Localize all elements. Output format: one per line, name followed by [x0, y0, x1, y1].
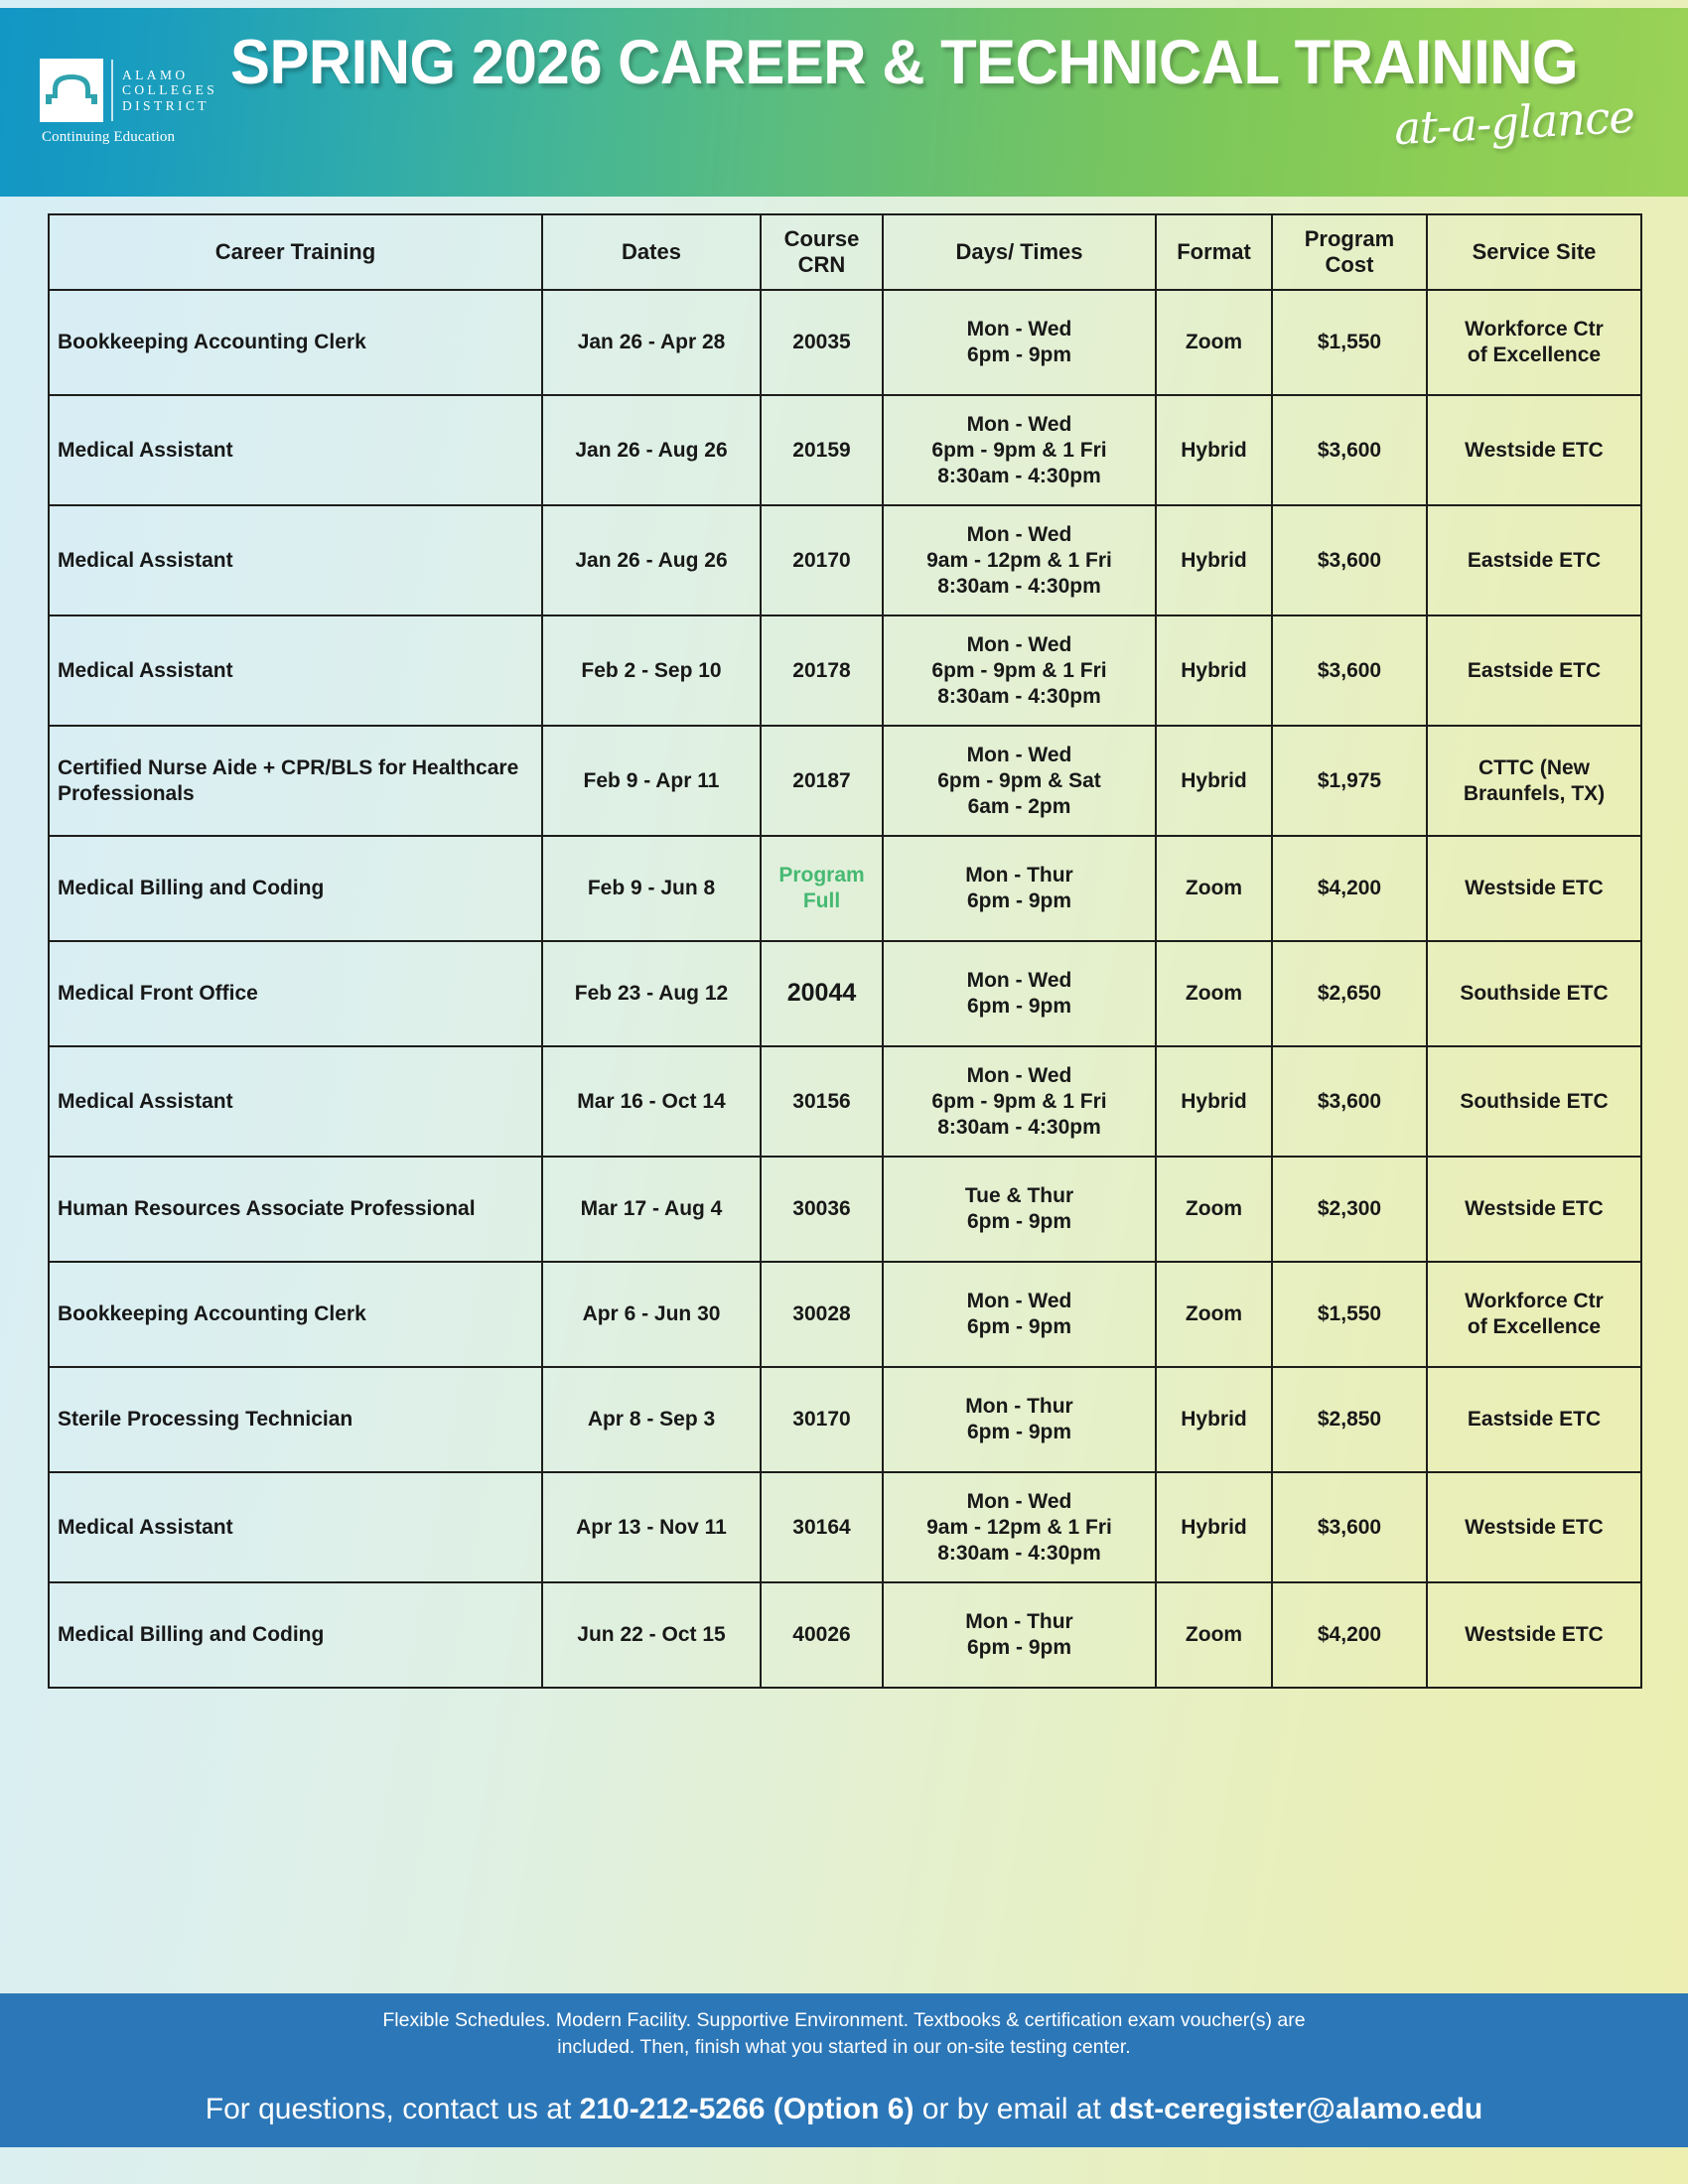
days-times-line: Mon - Thur [965, 1610, 1073, 1633]
page-title: SPRING 2026 CAREER & TECHNICAL TRAINING [230, 28, 1579, 97]
cell-days-times [883, 1046, 1156, 1157]
days-times-line: 9am - 12pm & 1 Fri [926, 1515, 1112, 1539]
cell-program-cost: $4,200 [1272, 1582, 1427, 1688]
cell-days-times [883, 615, 1156, 726]
program-full-line: Program [778, 864, 865, 887]
column-header-service-site: Service Site [1427, 214, 1641, 290]
days-times-line: 9am - 12pm & 1 Fri [926, 548, 1112, 572]
days-times-line: 6pm - 9pm & 1 Fri [931, 438, 1107, 462]
cell-program-cost: $1,550 [1272, 1262, 1427, 1367]
cell-course-crn [761, 505, 883, 615]
days-times-line: 6pm - 9pm [966, 1636, 1072, 1659]
logo-word-district: DISTRICT [122, 97, 210, 113]
crn-value: 30170 [792, 1408, 851, 1431]
logo-divider [111, 60, 113, 121]
crn-value: 20170 [792, 548, 851, 572]
days-times-line: Mon - Wed [966, 1489, 1072, 1513]
table-row [49, 1046, 1641, 1157]
cell-service-site [1427, 1472, 1641, 1582]
cell-program-cost: $3,600 [1272, 1472, 1427, 1582]
cell-format: Zoom [1156, 1157, 1272, 1262]
cell-career-training: Medical Billing and Coding [49, 836, 542, 941]
cell-service-site [1427, 941, 1641, 1046]
days-times-line: Mon - Wed [966, 743, 1072, 766]
cell-format: Hybrid [1156, 395, 1272, 505]
table-row [49, 1262, 1641, 1367]
page-subtitle-script: at-a-glance [1392, 89, 1636, 156]
cell-dates: Feb 9 - Apr 11 [542, 726, 761, 836]
program-cost-line1: Program [1304, 226, 1395, 251]
service-site-line: Westside ETC [1465, 1197, 1604, 1220]
cell-program-cost: $4,200 [1272, 836, 1427, 941]
crn-value: 20187 [792, 768, 851, 792]
cell-service-site [1427, 1367, 1641, 1472]
days-times-line: Mon - Wed [966, 1063, 1072, 1087]
table-row [49, 395, 1641, 505]
cell-career-training: Medical Front Office [49, 941, 542, 1046]
cell-course-crn [761, 1046, 883, 1157]
footer-contact-prefix: For questions, contact us at [205, 2093, 580, 2125]
cell-service-site [1427, 836, 1641, 941]
crn-value: 30036 [792, 1197, 851, 1220]
crn-value: 30164 [792, 1515, 851, 1539]
cell-service-site [1427, 1157, 1641, 1262]
cell-dates: Apr 13 - Nov 11 [542, 1472, 761, 1582]
service-site-line: Workforce Ctr [1465, 1290, 1604, 1312]
cell-program-cost: $3,600 [1272, 615, 1427, 726]
cell-service-site [1427, 615, 1641, 726]
table-row [49, 505, 1641, 615]
cell-career-training: Medical Assistant [49, 615, 542, 726]
cell-course-crn [761, 1262, 883, 1367]
cell-service-site [1427, 290, 1641, 395]
service-site-line: Eastside ETC [1467, 658, 1602, 682]
days-times-line: 6pm - 9pm [966, 889, 1072, 912]
days-times-line: 6pm - 9pm [966, 1210, 1072, 1233]
cell-format: Zoom [1156, 836, 1272, 941]
table-row [49, 1582, 1641, 1688]
days-times-line: Mon - Thur [965, 1395, 1073, 1418]
cell-days-times [883, 726, 1156, 836]
cell-course-crn [761, 1157, 883, 1262]
footer-bar [0, 1993, 1688, 2147]
footer-note [0, 2007, 1688, 2061]
service-site-line: CTTC (New [1478, 755, 1590, 779]
cell-program-cost: $1,550 [1272, 290, 1427, 395]
footer-email[interactable]: dst-ceregister@alamo.edu [1109, 2093, 1483, 2125]
cell-dates: Feb 9 - Jun 8 [542, 836, 761, 941]
service-site-line: Southside ETC [1460, 1089, 1609, 1113]
cell-dates: Jan 26 - Aug 26 [542, 505, 761, 615]
cell-career-training: Bookkeeping Accounting Clerk [49, 1262, 542, 1367]
cell-dates: Feb 2 - Sep 10 [542, 615, 761, 726]
days-times-line: 6pm - 9pm [966, 995, 1072, 1018]
footer-note-line2: included. Then, finish what you started in our on-site testing center. [557, 2036, 1131, 2058]
days-times-line: 6pm - 9pm & 1 Fri [931, 1089, 1107, 1113]
table-row [49, 941, 1641, 1046]
cell-dates: Jan 26 - Apr 28 [542, 290, 761, 395]
crn-value: 20035 [792, 331, 851, 353]
days-times-line: 6pm - 9pm [966, 1315, 1072, 1338]
cell-days-times [883, 941, 1156, 1046]
cell-program-cost: $3,600 [1272, 1046, 1427, 1157]
table-header [49, 214, 1641, 290]
program-full-line: Full [802, 889, 841, 912]
days-times-line: Mon - Wed [966, 318, 1072, 341]
cell-course-crn [761, 1582, 883, 1688]
cell-service-site [1427, 395, 1641, 505]
cell-dates: Jan 26 - Aug 26 [542, 395, 761, 505]
cell-career-training: Medical Assistant [49, 505, 542, 615]
cell-program-cost: $3,600 [1272, 505, 1427, 615]
column-header-format: Format [1156, 214, 1272, 290]
service-site-line: of Excellence [1467, 343, 1602, 366]
footer-note-line1: Flexible Schedules. Modern Facility. Supportive Environment. Textbooks & certification exam voucher(s) are [382, 2009, 1306, 2031]
cell-dates: Mar 17 - Aug 4 [542, 1157, 761, 1262]
column-header-dates: Dates [542, 214, 761, 290]
cell-days-times [883, 290, 1156, 395]
cell-dates: Mar 16 - Oct 14 [542, 1046, 761, 1157]
cell-course-crn [761, 290, 883, 395]
days-times-line: 8:30am - 4:30pm [937, 1541, 1101, 1565]
program-cost-line2: Cost [1325, 252, 1374, 277]
cell-service-site [1427, 1046, 1641, 1157]
table-header-row [49, 214, 1641, 290]
cell-days-times [883, 1262, 1156, 1367]
footer-contact-middle: or by email at [914, 2093, 1110, 2125]
cell-career-training: Human Resources Associate Professional [49, 1157, 542, 1262]
cell-course-crn [761, 1367, 883, 1472]
course-crn-line2: CRN [797, 252, 846, 277]
days-times-line: 8:30am - 4:30pm [937, 574, 1101, 598]
cell-days-times [883, 1472, 1156, 1582]
table-row [49, 836, 1641, 941]
cell-days-times [883, 836, 1156, 941]
crn-value: 20044 [786, 979, 857, 1007]
table-body [49, 290, 1641, 1688]
column-header-program-cost [1272, 214, 1427, 290]
cell-dates: Apr 8 - Sep 3 [542, 1367, 761, 1472]
cell-format: Zoom [1156, 1262, 1272, 1367]
service-site-line: Workforce Ctr [1465, 318, 1604, 341]
crn-value: 30028 [792, 1302, 851, 1325]
district-logo [0, 59, 228, 146]
cell-course-crn [761, 1472, 883, 1582]
cell-course-crn [761, 941, 883, 1046]
days-times-line: 8:30am - 4:30pm [937, 684, 1101, 708]
days-times-line: 6am - 2pm [967, 794, 1071, 818]
table-row [49, 1367, 1641, 1472]
table-row [49, 615, 1641, 726]
cell-service-site [1427, 505, 1641, 615]
service-site-line: Eastside ETC [1467, 548, 1602, 572]
days-times-line: 6pm - 9pm [966, 1421, 1072, 1443]
service-site-line: of Excellence [1467, 1315, 1602, 1338]
logo-word-alamo: ALAMO [122, 67, 189, 82]
cell-format: Zoom [1156, 941, 1272, 1046]
cell-format: Hybrid [1156, 505, 1272, 615]
cell-career-training: Sterile Processing Technician [49, 1367, 542, 1472]
service-site-line: Southside ETC [1460, 982, 1609, 1005]
service-site-line: Westside ETC [1465, 1515, 1604, 1539]
cell-course-crn [761, 395, 883, 505]
service-site-line: Westside ETC [1465, 877, 1604, 899]
cell-program-cost: $1,975 [1272, 726, 1427, 836]
days-times-line: Mon - Wed [966, 522, 1072, 546]
cell-days-times [883, 395, 1156, 505]
alamo-mission-arch-icon [40, 59, 103, 122]
logo-word-colleges: COLLEGES [122, 82, 218, 98]
header-banner [0, 8, 1688, 197]
cell-program-cost: $2,850 [1272, 1367, 1427, 1472]
cell-format: Hybrid [1156, 615, 1272, 726]
schedule-sheet [48, 213, 1640, 1689]
days-times-line: Mon - Wed [966, 412, 1072, 436]
schedule-table [48, 213, 1642, 1689]
cell-days-times [883, 1367, 1156, 1472]
crn-value: 30156 [792, 1089, 851, 1113]
cell-dates: Feb 23 - Aug 12 [542, 941, 761, 1046]
cell-dates: Jun 22 - Oct 15 [542, 1582, 761, 1688]
days-times-line: Mon - Wed [966, 1290, 1072, 1312]
cell-days-times [883, 1582, 1156, 1688]
crn-value: 40026 [792, 1623, 851, 1646]
banner-title-group [228, 8, 1688, 197]
days-times-line: 8:30am - 4:30pm [937, 1115, 1101, 1139]
logo-sublabel: Continuing Education [42, 129, 176, 145]
cell-format: Hybrid [1156, 1472, 1272, 1582]
days-times-line: 6pm - 9pm & 1 Fri [931, 658, 1107, 682]
cell-service-site [1427, 1262, 1641, 1367]
days-times-line: Mon - Wed [966, 969, 1072, 992]
days-times-line: 6pm - 9pm & Sat [937, 768, 1101, 792]
column-header-course-crn [761, 214, 883, 290]
service-site-line: Braunfels, TX) [1463, 781, 1606, 805]
cell-career-training: Medical Assistant [49, 1472, 542, 1582]
service-site-line: Westside ETC [1465, 438, 1604, 462]
footer-phone[interactable]: 210-212-5266 (Option 6) [579, 2093, 914, 2125]
service-site-line: Westside ETC [1465, 1623, 1604, 1646]
cell-course-crn [761, 615, 883, 726]
column-header-days-times: Days/ Times [883, 214, 1156, 290]
days-times-line: Tue & Thur [964, 1184, 1074, 1207]
cell-days-times [883, 1157, 1156, 1262]
table-row [49, 1472, 1641, 1582]
footer-contact [0, 2093, 1688, 2126]
cell-career-training: Bookkeeping Accounting Clerk [49, 290, 542, 395]
crn-value: 20178 [792, 658, 851, 682]
cell-program-cost: $3,600 [1272, 395, 1427, 505]
table-row [49, 290, 1641, 395]
cell-course-crn [761, 726, 883, 836]
cell-format: Zoom [1156, 1582, 1272, 1688]
course-crn-line1: Course [783, 226, 860, 251]
cell-career-training: Medical Billing and Coding [49, 1582, 542, 1688]
cell-career-training: Medical Assistant [49, 395, 542, 505]
cell-service-site [1427, 1582, 1641, 1688]
cell-program-cost: $2,650 [1272, 941, 1427, 1046]
cell-course-crn [761, 836, 883, 941]
cell-format: Hybrid [1156, 1046, 1272, 1157]
days-times-line: 6pm - 9pm [966, 343, 1072, 366]
cell-career-training: Medical Assistant [49, 1046, 542, 1157]
table-row [49, 1157, 1641, 1262]
cell-format: Hybrid [1156, 1367, 1272, 1472]
service-site-line: Eastside ETC [1467, 1408, 1602, 1431]
crn-value: 20159 [792, 438, 851, 462]
days-times-line: 8:30am - 4:30pm [937, 464, 1101, 487]
cell-program-cost: $2,300 [1272, 1157, 1427, 1262]
table-row [49, 726, 1641, 836]
cell-dates: Apr 6 - Jun 30 [542, 1262, 761, 1367]
days-times-line: Mon - Wed [966, 632, 1072, 656]
logo-wordmark [122, 68, 217, 114]
program-full-badge [770, 863, 874, 914]
cell-career-training: Certified Nurse Aide + CPR/BLS for Healthcare Professionals [49, 726, 542, 836]
cell-days-times [883, 505, 1156, 615]
column-header-career-training: Career Training [49, 214, 542, 290]
cell-format: Zoom [1156, 290, 1272, 395]
cell-format: Hybrid [1156, 726, 1272, 836]
days-times-line: Mon - Thur [965, 864, 1073, 887]
logo-row [40, 59, 217, 122]
cell-service-site [1427, 726, 1641, 836]
